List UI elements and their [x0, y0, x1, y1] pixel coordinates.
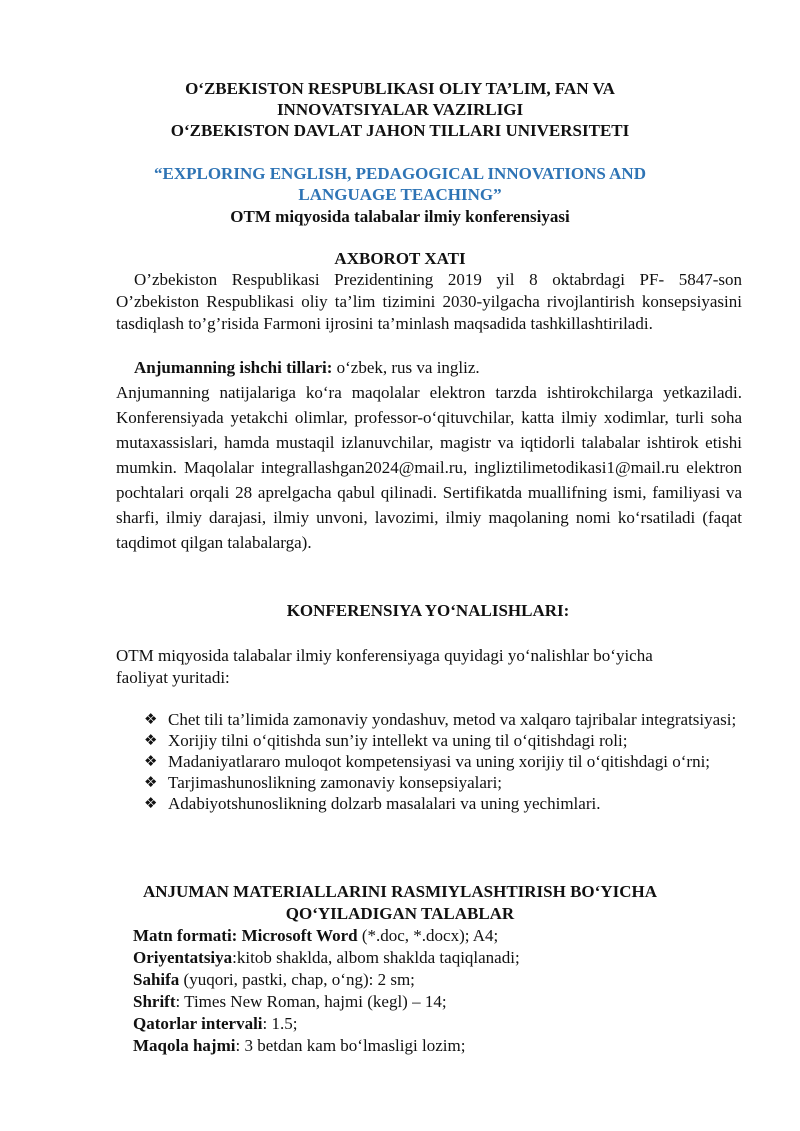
conference-subtitle: OTM miqyosida talabalar ilmiy konferensiyasi	[230, 207, 570, 226]
list-item	[142, 751, 742, 772]
list-item	[142, 730, 742, 751]
requirements-heading-line-2: QO‘YILADIGAN TALABLAR	[285, 904, 515, 923]
requirement-value: :kitob shaklda, albom shaklda taqiqlanadi;	[232, 948, 520, 967]
working-languages-value: o‘zbek, rus va ingliz.	[332, 358, 480, 377]
list-item	[142, 709, 742, 730]
requirement-label: Shrift	[133, 992, 176, 1011]
requirement-value: (*.doc, *.docx); A4;	[357, 926, 499, 945]
requirement-item	[133, 1014, 297, 1034]
directions-heading: KONFERENSIYA YO‘NALISHLARI:	[286, 601, 570, 620]
direction-text: Tarjimashunoslikning zamonaviy konsepsiyalari;	[168, 773, 503, 792]
requirement-item	[133, 992, 447, 1012]
direction-text: Chet tili ta’limida zamonaviy yondashuv, metod va xalqaro tajribalar integratsiyasi;	[168, 710, 737, 729]
requirement-item	[133, 1036, 465, 1056]
diamond-bullet-icon: ❖	[144, 731, 158, 749]
requirement-label: Matn formati: Microsoft Word	[133, 926, 358, 945]
requirement-label: Qatorlar intervali	[133, 1014, 263, 1033]
direction-text: Adabiyotshunoslikning dolzarb masalalari va uning yechimlari.	[168, 794, 601, 813]
direction-text: Xorijiy tilni o‘qitishda sun’iy intellekt va uning til o‘qitishdagi roli;	[168, 731, 628, 750]
requirement-label: Maqola hajmi	[133, 1036, 236, 1055]
working-languages	[134, 358, 480, 378]
conference-title-line-1: “EXPLORING ENGLISH, PEDAGOGICAL INNOVATIONS AND	[154, 164, 646, 183]
diamond-bullet-icon: ❖	[144, 773, 158, 791]
directions-list	[142, 709, 742, 814]
letter-heading: AXBOROT XATI	[334, 249, 466, 268]
requirement-value: : Times New Roman, hajmi (kegl) – 14;	[175, 992, 447, 1011]
letter-body: Anjumanning natijalariga ko‘ra maqolalar elektron tarzda ishtirokchilarga yetkaziladi. Konferensiyada yetakchi olimlar, professor-o‘qituvchilar, katta ilmiy xodimlar, turli soha mutaxassislari, hamda mustaqil izlanuvchilar, magistr va iqtidorli talabalar ishtirok etishi mumkin. Maqolalar integrallashgan2024@mail.ru, ingliztilimetodikasi1@mail.ru elektron pochtalari orqali 28 aprelgacha qabul qilinadi. Sertifikatda muallifning ismi, familiyasi va sharfi, ilmiy darajasi, ilmiy unvoni, lavozimi, ilmiy maqolaning nomi ko‘rsatiladi (faqat taqdimot qilgan talabalarga).	[116, 383, 742, 552]
direction-text: Madaniyatlararo muloqot kompetensiyasi va uning xorijiy til o‘qitishdagi o‘rni;	[168, 752, 711, 771]
requirements-heading-line-1: ANJUMAN MATERIALLARINI RASMIYLASHTIRISH BO‘YICHA	[143, 882, 657, 901]
diamond-bullet-icon: ❖	[144, 752, 158, 770]
list-item	[142, 793, 742, 814]
list-item	[142, 772, 742, 793]
working-languages-label: Anjumanning ishchi tillari:	[134, 358, 333, 377]
conference-title-line-2: LANGUAGE TEACHING”	[298, 185, 502, 204]
ministry-line-2: INNOVATSIYALAR VAZIRLIGI	[276, 100, 524, 119]
requirement-item	[133, 970, 415, 990]
requirement-item	[133, 926, 498, 946]
requirement-label: Oriyentatsiya	[133, 948, 233, 967]
directions-intro-line-1: OTM miqyosida talabalar ilmiy konferensiyaga quyidagi yo‘nalishlar bo‘yicha	[116, 646, 653, 665]
requirement-value: : 3 betdan kam bo‘lmasligi lozim;	[235, 1036, 466, 1055]
requirement-value: (yuqori, pastki, chap, o‘ng): 2 sm;	[179, 970, 415, 989]
university-name: O‘ZBEKISTON DAVLAT JAHON TILLARI UNIVERSITETI	[170, 121, 630, 140]
requirement-item	[133, 948, 520, 968]
letter-intro: O’zbekiston Respublikasi Prezidentining 2019 yil 8 oktabrdagi PF- 5847-son O’zbekiston Respublikasi oliy ta’lim tizimini 2030-yilgacha rivojlantirish konsepsiyasini tasdiqlash to’g’risida Farmoni ijrosini ta’minlash maqsadida tashkillashtiriladi.	[116, 270, 742, 333]
directions-intro-line-2: faoliyat yuritadi:	[116, 668, 230, 687]
diamond-bullet-icon: ❖	[144, 710, 158, 728]
ministry-line-1: O‘ZBEKISTON RESPUBLIKASI OLIY TA’LIM, FAN VA	[185, 79, 615, 98]
requirement-label: Sahifa	[133, 970, 180, 989]
requirement-value: : 1.5;	[262, 1014, 298, 1033]
diamond-bullet-icon: ❖	[144, 794, 158, 812]
